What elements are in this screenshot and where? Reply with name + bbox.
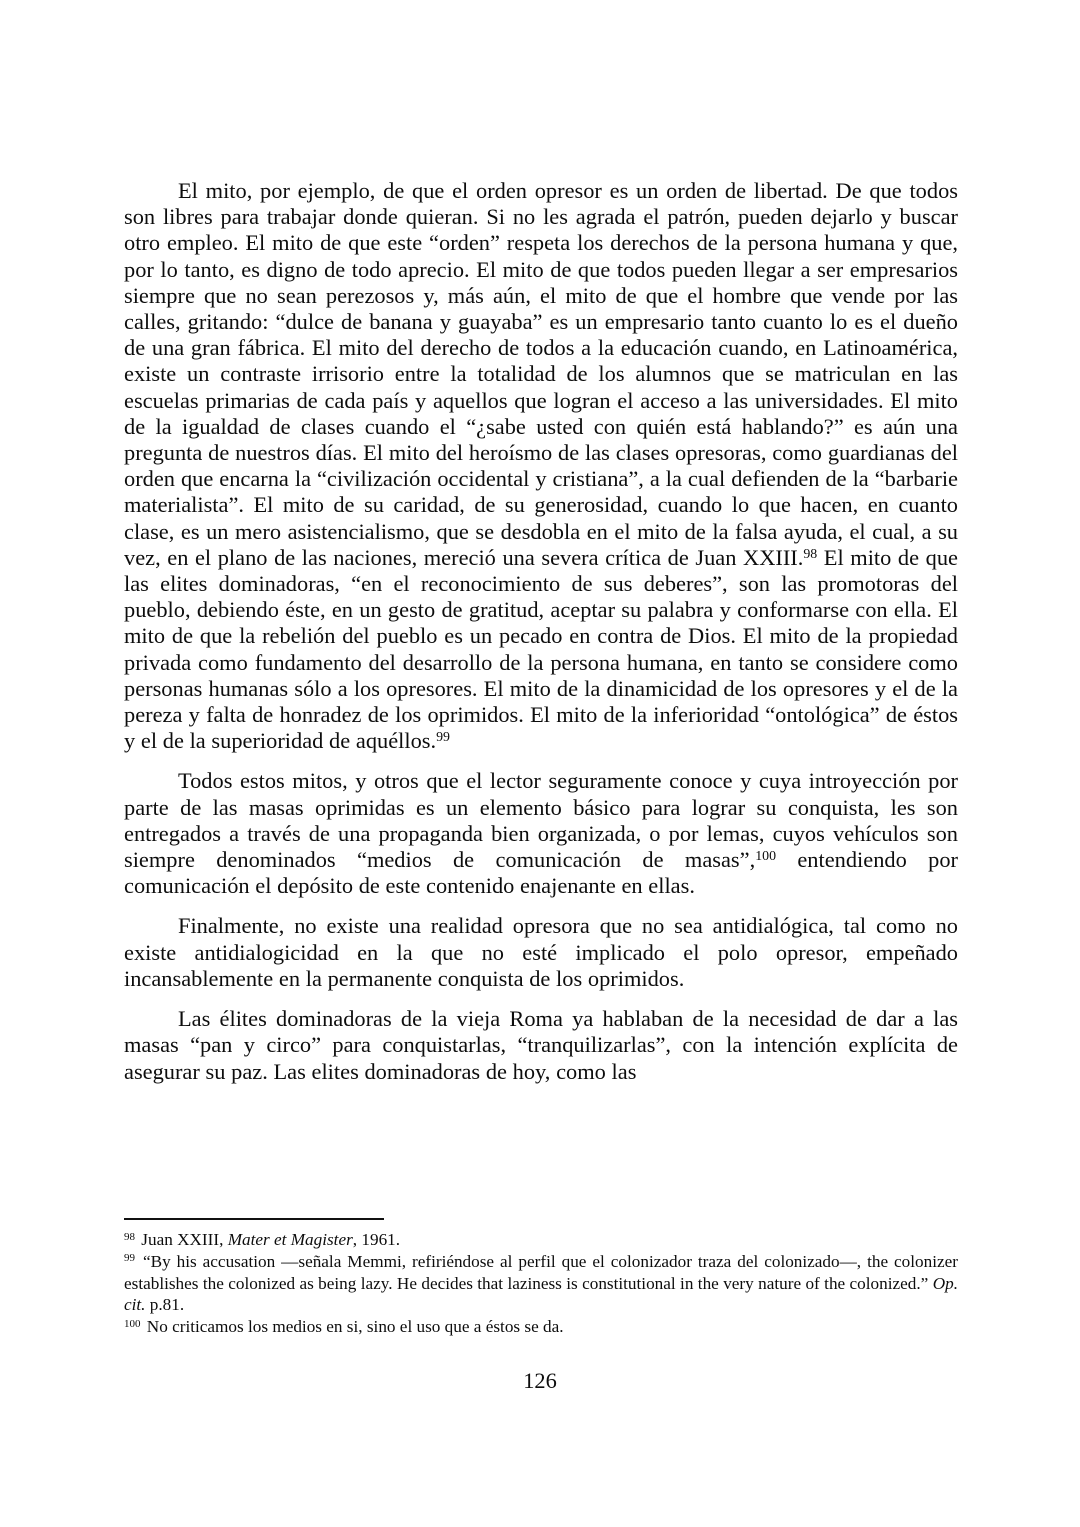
footnote-reference-98[interactable]: 98 xyxy=(803,546,818,562)
footnote-list xyxy=(124,1229,958,1338)
footnotes-section xyxy=(124,1218,958,1338)
footnote-99: $^{99}$ “By his accusation —señala Memmi, refiriéndose al perfil que el colonizador traza del colonizado—, the colonizer establishes the colonized as being lazy. He decides that laziness is constitutional in the very nature of the colonized.” Op. cit. p.81. xyxy=(124,1251,958,1315)
footnote-number-100: 100 xyxy=(124,1317,141,1330)
italic-title: Mater et Magister xyxy=(227,1230,353,1249)
footnote-number-99: 99 xyxy=(124,1252,135,1265)
footnote-reference-99[interactable]: 99 xyxy=(436,730,450,746)
page-number: 126 xyxy=(523,1368,557,1393)
footnote-reference-100[interactable]: 100 xyxy=(755,848,776,864)
para-myths: El mito, por ejemplo, de que el orden opresor es un orden de libertad. De que todos son libres para trabajar donde quieran. Si no les agrada el patrón, pueden dejarlo y buscar otro empleo. El mito de que este “orden” respeta los derechos de la persona humana y que, por lo tanto, es digno de todo aprecio. El mito de que todos pueden llegar a ser empresarios siempre que no sean perezosos y, más aún, el mito de que el hombre que vende por las calles, gritando: “dulce de banana y guayaba” es un empresario tanto cuanto lo es el dueño de una gran fábrica. El mito del derecho de todos a la educación cuando, en Latinoamérica, existe un contraste irrisorio entre la totalidad de los alumnos que se matriculan en las escuelas primarias de cada país y aquellos que logran el acceso a las universidades. El mito de la igualdad de clases cuando el “¿sabe usted con quién está hablando?” es aún una pregunta de nuestros días. El mito del heroísmo de las clases opresoras, como guardianas del orden que encarna la “civilización occidental y cristiana”, a la cual defienden de la “barbarie materialista”. El mito de su caridad, de su generosidad, cuando lo que hacen, en cuanto clase, es un mero asistencialismo, que se desdobla en el mito de la falsa ayuda, el cual, a su vez, en el plano de las naciones, mereció una severa crítica de Juan XXIII.$^{98}$ El mito de que las elites dominadoras, “en el reconocimiento de sus deberes”, son las promotoras del pueblo, debiendo éste, en un gesto de gratitud, aceptar su palabra y conformarse con ella. El mito de que la rebelión del pueblo es un pecado en contra de Dios. El mito de la propiedad privada como fundamento del desarrollo de la persona humana, en tanto se considere como personas humanas sólo a los opresores. El mito de la dinamicidad de los opresores y el de la pereza y falta de honradez de los oprimidos. El mito de la inferioridad “ontológica” de éstos y el de la superioridad de aquéllos.$^{99}$ xyxy=(124,178,958,754)
page-body-text xyxy=(124,178,958,1085)
italic-title: Op. cit. xyxy=(124,1273,958,1315)
para-mass-media: Todos estos mitos, y otros que el lector seguramente conoce y cuya introyección por parte de las masas oprimidas es un elemento básico para lograr su conquista, les son entregados a través de una propaganda bien organizada, o por lemas, cuyos vehículos son siempre denominados “medios de comunicación de masas”,$^{100}$ entendiendo por comunicación el depósito de este contenido enajenante en ellas. xyxy=(124,768,958,899)
para-rome: Las élites dominadoras de la vieja Roma ya hablaban de la necesidad de dar a las masas “pan y circo” para conquistarlas, “tranquilizarlas”, con la intención explícita de asegurar su paz. Las elites dominadoras de hoy, como las xyxy=(124,1006,958,1084)
footnote-separator-rule xyxy=(124,1218,384,1220)
footnote-98: $^{98}$ Juan XXIII, Mater et Magister, 1961. xyxy=(124,1230,401,1249)
footnote-100: $^{100}$ No criticamos los medios en si, sino el uso que a éstos se da. xyxy=(124,1317,564,1337)
footnote-number-98: 98 xyxy=(124,1230,135,1243)
para-antidialogic: Finalmente, no existe una realidad opresora que no sea antidialógica, tal como no existe antidialogicidad en la que no esté implicado el polo opresor, empeñado incansablemente en la permanente conquista de los oprimidos. xyxy=(124,913,958,991)
